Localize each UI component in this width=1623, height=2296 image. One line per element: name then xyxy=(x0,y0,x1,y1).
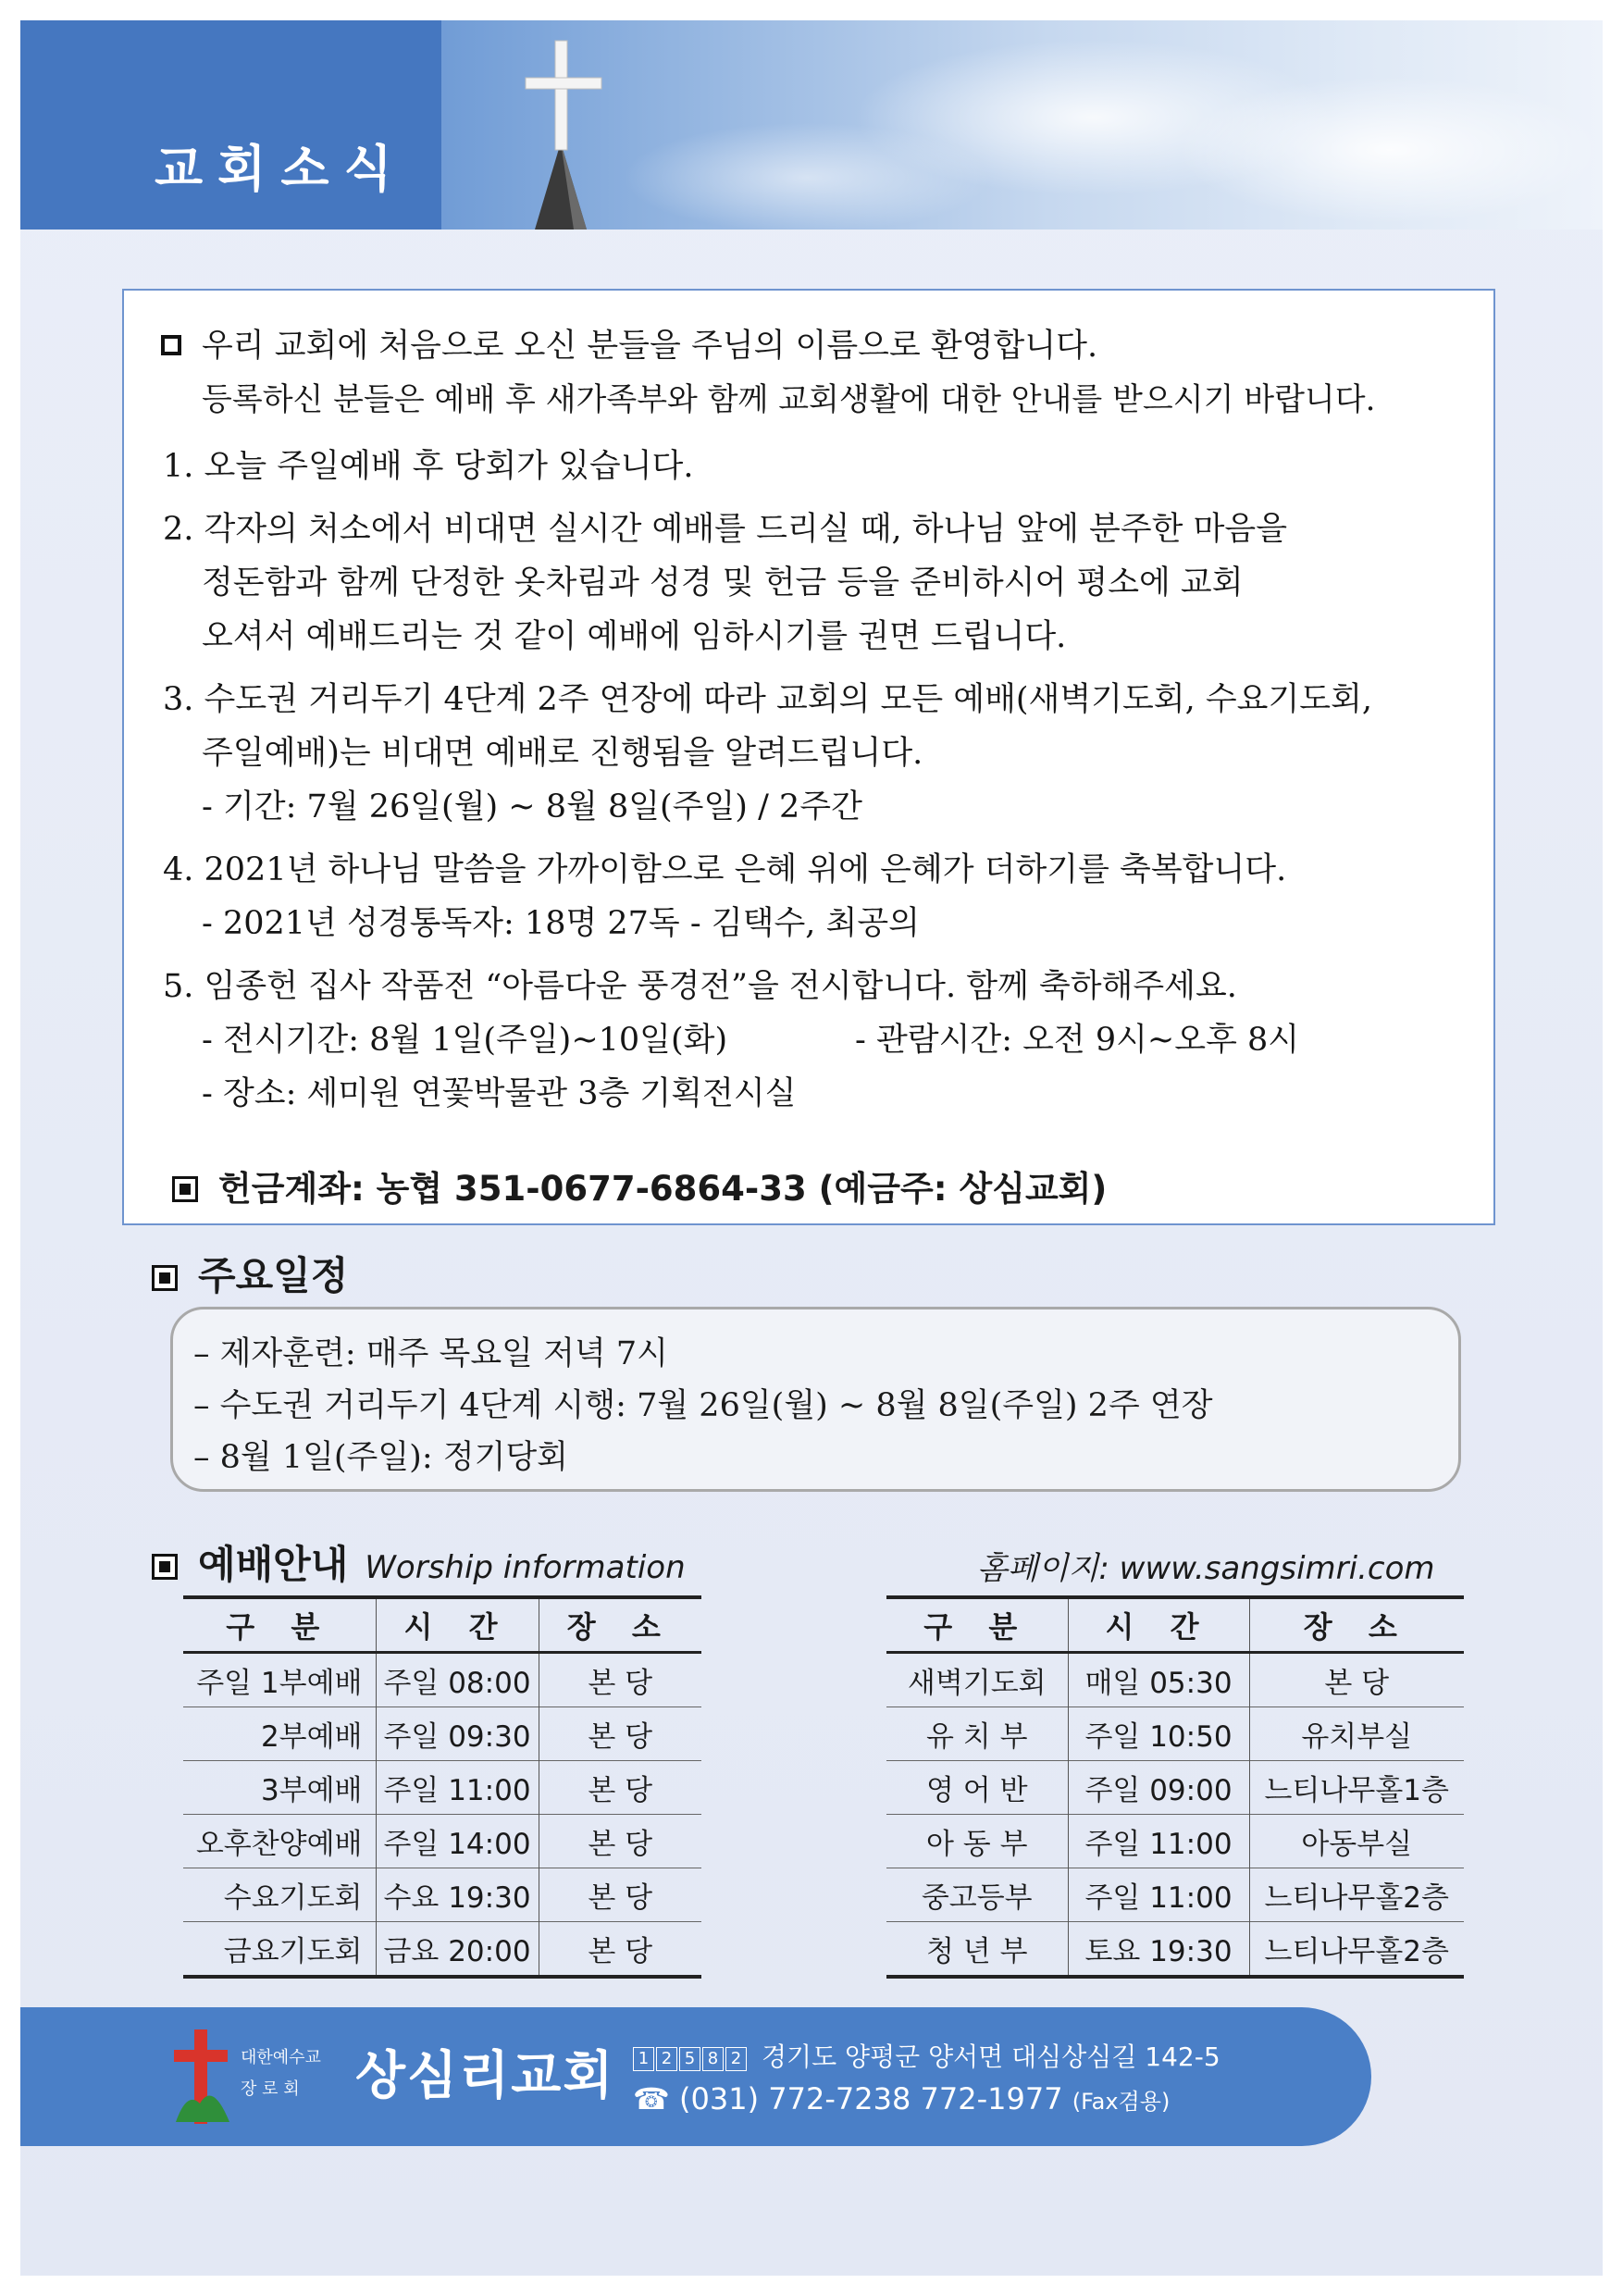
table-row xyxy=(886,1922,1464,1978)
offering-account xyxy=(172,1160,1107,1210)
church-phone xyxy=(633,2081,1170,2116)
welcome-line-1: 우리 교회에 처음으로 오신 분들을 주님의 이름으로 환영합니다. xyxy=(202,328,1098,365)
header-banner xyxy=(20,20,1603,230)
service-place: 본 당 xyxy=(539,1922,701,1978)
table-row xyxy=(886,1868,1464,1922)
service-time: 수요 19:30 xyxy=(376,1868,539,1922)
service-place: 본 당 xyxy=(539,1653,701,1707)
square-bullet-icon xyxy=(152,1265,178,1291)
church-steeple-icon xyxy=(483,30,631,230)
service-name: 오후찬양예배 xyxy=(183,1815,376,1868)
notice-item-2-line-2: 정돈함과 함께 단정한 옷차림과 성경 및 헌금 등을 준비하시어 평소에 교회 xyxy=(202,565,1244,602)
department-name: 새벽기도회 xyxy=(886,1653,1068,1707)
checkbox-bullet-icon xyxy=(161,335,181,355)
phone-text: ☎ (031) 772-7238 772-1977 xyxy=(633,2081,1063,2116)
welcome-line-2: 등록하신 분들은 예배 후 새가족부와 함께 교회생활에 대한 안내를 받으시기 바랍니다. xyxy=(202,381,1376,418)
notice-item-2-line-1: 2. 각자의 처소에서 비대면 실시간 예배를 드리실 때, 하나님 앞에 분주한 마음을 xyxy=(163,511,1288,548)
col-header-place: 장 소 xyxy=(1249,1597,1464,1653)
service-time: 금요 20:00 xyxy=(376,1922,539,1978)
bulletin-page xyxy=(20,20,1603,2276)
table-row xyxy=(886,1815,1464,1868)
department-time: 토요 19:30 xyxy=(1068,1922,1249,1978)
department-time: 주일 11:00 xyxy=(1068,1868,1249,1922)
table-row xyxy=(183,1761,701,1815)
department-name: 유 치 부 xyxy=(886,1707,1068,1761)
table-row xyxy=(886,1653,1464,1707)
offering-account-text: 헌금계좌: 농협 351-0677-6864-33 (예금주: 상심교회) xyxy=(218,1169,1108,1209)
department-name: 영 어 반 xyxy=(886,1761,1068,1815)
service-name: 금요기도회 xyxy=(183,1922,376,1978)
worship-heading xyxy=(152,1534,686,1590)
service-place: 본 당 xyxy=(539,1815,701,1868)
col-header-place: 장 소 xyxy=(539,1597,701,1653)
square-bullet-icon xyxy=(152,1554,178,1580)
department-place: 느티나무홀1층 xyxy=(1249,1761,1464,1815)
table-row xyxy=(183,1868,701,1922)
schedule-heading-text: 주요일정 xyxy=(198,1253,349,1298)
schedule-line: – 8월 1일(주일): 정기당회 xyxy=(193,1439,568,1476)
church-address xyxy=(633,2037,1220,2074)
notice-item-5-viewing-hours: - 관람시간: 오전 9시~오후 8시 xyxy=(855,1022,1300,1059)
service-time: 주일 11:00 xyxy=(376,1761,539,1815)
table-row xyxy=(886,1761,1464,1815)
schedule-heading xyxy=(152,1246,348,1301)
service-time: 주일 14:00 xyxy=(376,1815,539,1868)
notice-box xyxy=(122,289,1495,1225)
schedule-line: – 제자훈련: 매주 목요일 저녁 7시 xyxy=(193,1335,668,1372)
service-time: 주일 08:00 xyxy=(376,1653,539,1707)
service-place: 본 당 xyxy=(539,1707,701,1761)
department-time: 주일 09:00 xyxy=(1068,1761,1249,1815)
notice-item-5-line-1: 5. 임종헌 집사 작품전 “아름다운 풍경전”을 전시합니다. 함께 축하해주세요. xyxy=(163,968,1237,1005)
notice-item-5-exhibit-period: - 전시기간: 8월 1일(주일)~10일(화) xyxy=(202,1022,728,1059)
department-place: 느티나무홀2층 xyxy=(1249,1868,1464,1922)
table-row xyxy=(886,1707,1464,1761)
denomination xyxy=(241,2042,321,2105)
department-place: 본 당 xyxy=(1249,1653,1464,1707)
denomination-line-2: 장 로 회 xyxy=(241,2079,300,2099)
department-place: 아동부실 xyxy=(1249,1815,1464,1868)
service-name: 2부예배 xyxy=(183,1707,376,1761)
church-cross-logo-icon xyxy=(168,2026,235,2128)
department-name: 청 년 부 xyxy=(886,1922,1068,1978)
table-row xyxy=(183,1922,701,1978)
service-time: 주일 09:30 xyxy=(376,1707,539,1761)
homepage-link[interactable]: 홈페이지: www.sangsimri.com xyxy=(977,1550,1435,1587)
notice-item-3-line-3: - 기간: 7월 26일(월) ~ 8월 8일(주일) / 2주간 xyxy=(202,788,862,825)
department-time: 매일 05:30 xyxy=(1068,1653,1249,1707)
col-header-time: 시 간 xyxy=(376,1597,539,1653)
notice-item-3-line-1: 3. 수도권 거리두기 4단계 2주 연장에 따라 교회의 모든 예배(새벽기도회, 수요기도회, xyxy=(163,681,1373,718)
table-row xyxy=(183,1815,701,1868)
department-name: 아 동 부 xyxy=(886,1815,1068,1868)
department-time: 주일 10:50 xyxy=(1068,1707,1249,1761)
col-header-category: 구 분 xyxy=(886,1597,1068,1653)
col-header-time: 시 간 xyxy=(1068,1597,1249,1653)
department-time: 주일 11:00 xyxy=(1068,1815,1249,1868)
department-place: 느티나무홀2층 xyxy=(1249,1922,1464,1978)
schedule-box xyxy=(170,1307,1461,1492)
postal-code: 1 2 5 8 2 xyxy=(633,2042,749,2072)
table-row xyxy=(183,1707,701,1761)
department-name: 중고등부 xyxy=(886,1868,1068,1922)
notice-item-4-line-2: - 2021년 성경통독자: 18명 27독 - 김택수, 최공의 xyxy=(202,905,920,942)
worship-heading-text: 예배안내 xyxy=(198,1542,349,1587)
service-name: 주일 1부예배 xyxy=(183,1653,376,1707)
worship-table-left xyxy=(183,1595,701,1979)
notice-item-1: 1. 오늘 주일예배 후 당회가 있습니다. xyxy=(163,448,694,485)
col-header-category: 구 분 xyxy=(183,1597,376,1653)
service-place: 본 당 xyxy=(539,1761,701,1815)
service-name: 3부예배 xyxy=(183,1761,376,1815)
service-name: 수요기도회 xyxy=(183,1868,376,1922)
banner-title: 교회소식 xyxy=(155,140,407,198)
church-name: 상심리교회 xyxy=(355,2046,615,2106)
denomination-line-1: 대한예수교 xyxy=(241,2048,321,2067)
square-bullet-icon xyxy=(172,1176,198,1202)
worship-subheading: Worship information xyxy=(365,1549,686,1586)
department-place: 유치부실 xyxy=(1249,1707,1464,1761)
footer-bar xyxy=(20,2007,1371,2146)
table-row xyxy=(183,1653,701,1707)
schedule-line: – 수도권 거리두기 4단계 시행: 7월 26일(월) ~ 8월 8일(주일) 2주 연장 xyxy=(193,1387,1213,1424)
fax-note: (Fax겸용) xyxy=(1072,2089,1171,2115)
notice-item-3-line-2: 주일예배)는 비대면 예배로 진행됨을 알려드립니다. xyxy=(202,735,923,772)
notice-item-5-location: - 장소: 세미원 연꽃박물관 3층 기획전시실 xyxy=(202,1075,797,1112)
notice-item-2-line-3: 오셔서 예배드리는 것 같이 예배에 임하시기를 권면 드립니다. xyxy=(202,618,1067,655)
service-place: 본 당 xyxy=(539,1868,701,1922)
notice-item-4-line-1: 4. 2021년 하나님 말씀을 가까이함으로 은혜 위에 은혜가 더하기를 축복합니다. xyxy=(163,851,1287,888)
address-text: 경기도 양평군 양서면 대심상심길 142-5 xyxy=(762,2042,1220,2072)
worship-table-right xyxy=(886,1595,1464,1979)
